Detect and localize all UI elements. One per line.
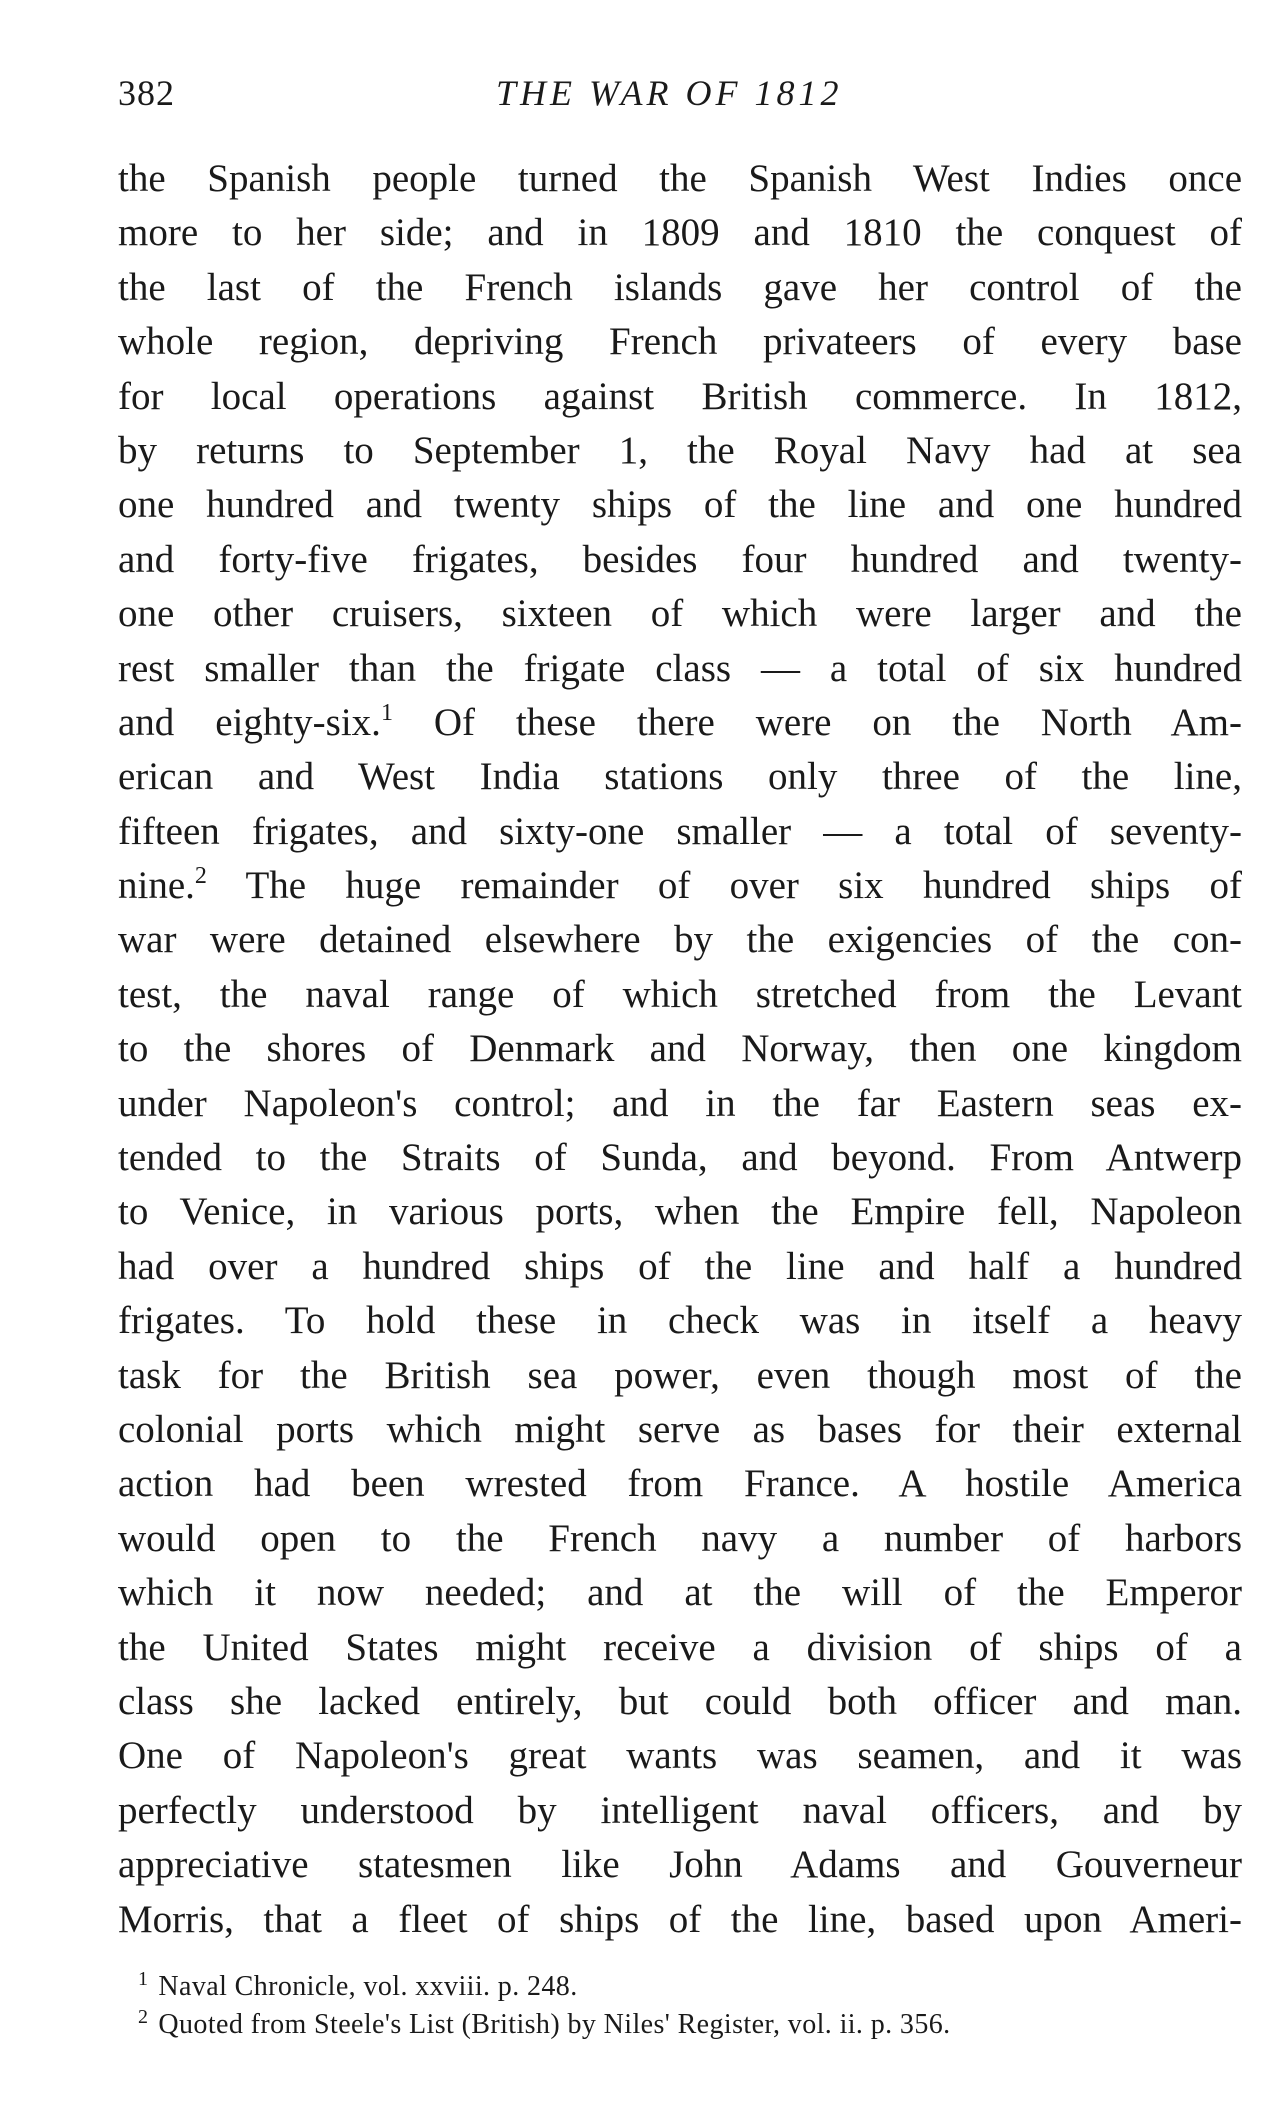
- text-line: task for the British sea power, even though most of the: [118, 1353, 1242, 1397]
- footnote-text: Quoted from Steele's List (British) by Niles' Register, vol. ii. p. 356.: [158, 2009, 951, 2040]
- footnote-mark: 1: [138, 1968, 149, 1990]
- footnote-text: Naval Chronicle, vol. xxviii. p. 248.: [158, 1971, 578, 2002]
- text-line: fifteen frigates, and sixty-one smaller — a total of seventy-: [118, 809, 1242, 853]
- text-line: action had been wrested from France. A hostile America: [118, 1462, 1242, 1506]
- running-title: THE WAR OF 1812: [496, 73, 843, 113]
- text-line: whole region, depriving French privateers of every base: [118, 320, 1242, 364]
- text-line: class she lacked entirely, but could both officer and man.: [118, 1679, 1242, 1723]
- text-segment: and eighty-six.: [118, 700, 381, 744]
- text-line: perfectly understood by intelligent naval officers, and by: [118, 1788, 1242, 1832]
- text-line: one other cruisers, sixteen of which were larger and the: [118, 592, 1242, 636]
- text-line: which it now needed; and at the will of the Emperor: [118, 1571, 1242, 1615]
- text-line: appreciative statesmen like John Adams and Gouverneur: [118, 1843, 1242, 1887]
- text-line: by returns to September 1, the Royal Navy had at sea: [118, 428, 1242, 472]
- text-line: to Venice, in various ports, when the Empire fell, Napoleon: [118, 1190, 1242, 1234]
- body-text: [118, 152, 1242, 1947]
- text-line: and forty-five frigates, besides four hundred and twenty-: [118, 537, 1242, 581]
- text-line: test, the naval range of which stretched from the Levant: [118, 972, 1242, 1016]
- text-line: would open to the French navy a number of harbors: [118, 1516, 1242, 1560]
- text-line: to the shores of Denmark and Norway, then one kingdom: [118, 1027, 1242, 1071]
- footnote-item: [138, 2006, 1198, 2044]
- footnotes: [138, 1968, 1198, 2044]
- text-line: war were detained elsewhere by the exigencies of the con-: [118, 918, 1242, 962]
- text-line: under Napoleon's control; and in the far Eastern seas ex-: [118, 1081, 1242, 1125]
- text-segment: nine.: [118, 864, 195, 908]
- text-segment: The huge remainder of over six hundred ships of: [206, 864, 1242, 908]
- text-line: frigates. To hold these in check was in itself a heavy: [118, 1299, 1242, 1343]
- text-line: colonial ports which might serve as bases for their external: [118, 1407, 1242, 1451]
- text-line: more to her side; and in 1809 and 1810 the conquest of: [118, 211, 1242, 255]
- running-head: [118, 68, 1168, 118]
- text-line: the United States might receive a division of ships of a: [118, 1625, 1242, 1669]
- text-line-with-footnote-ref: [118, 859, 1242, 913]
- text-line: One of Napoleon's great wants was seamen, and it was: [118, 1734, 1242, 1778]
- text-line: rest smaller than the frigate class — a total of six hundred: [118, 646, 1242, 690]
- footnote-ref: 1: [380, 699, 393, 726]
- text-line: the Spanish people turned the Spanish West Indies once: [118, 157, 1242, 200]
- text-line: for local operations against British commerce. In 1812,: [118, 374, 1242, 418]
- text-segment: Of these there were on the North Am-: [392, 700, 1242, 744]
- text-line: Morris, that a fleet of ships of the line, based upon Ameri-: [118, 1897, 1242, 1941]
- footnote-item: [138, 1968, 1198, 2006]
- text-line-with-footnote-ref: [118, 696, 1242, 750]
- page-number: 382: [118, 73, 175, 113]
- text-line: one hundred and twenty ships of the line and one hundred: [118, 483, 1242, 527]
- footnote-ref: 2: [194, 863, 207, 890]
- text-line: the last of the French islands gave her control of the: [118, 265, 1242, 309]
- footnote-mark: 2: [138, 2006, 149, 2028]
- text-line: tended to the Straits of Sunda, and beyond. From Antwerp: [118, 1136, 1242, 1180]
- text-line: erican and West India stations only three of the line,: [118, 755, 1242, 799]
- text-line: had over a hundred ships of the line and half a hundred: [118, 1244, 1242, 1288]
